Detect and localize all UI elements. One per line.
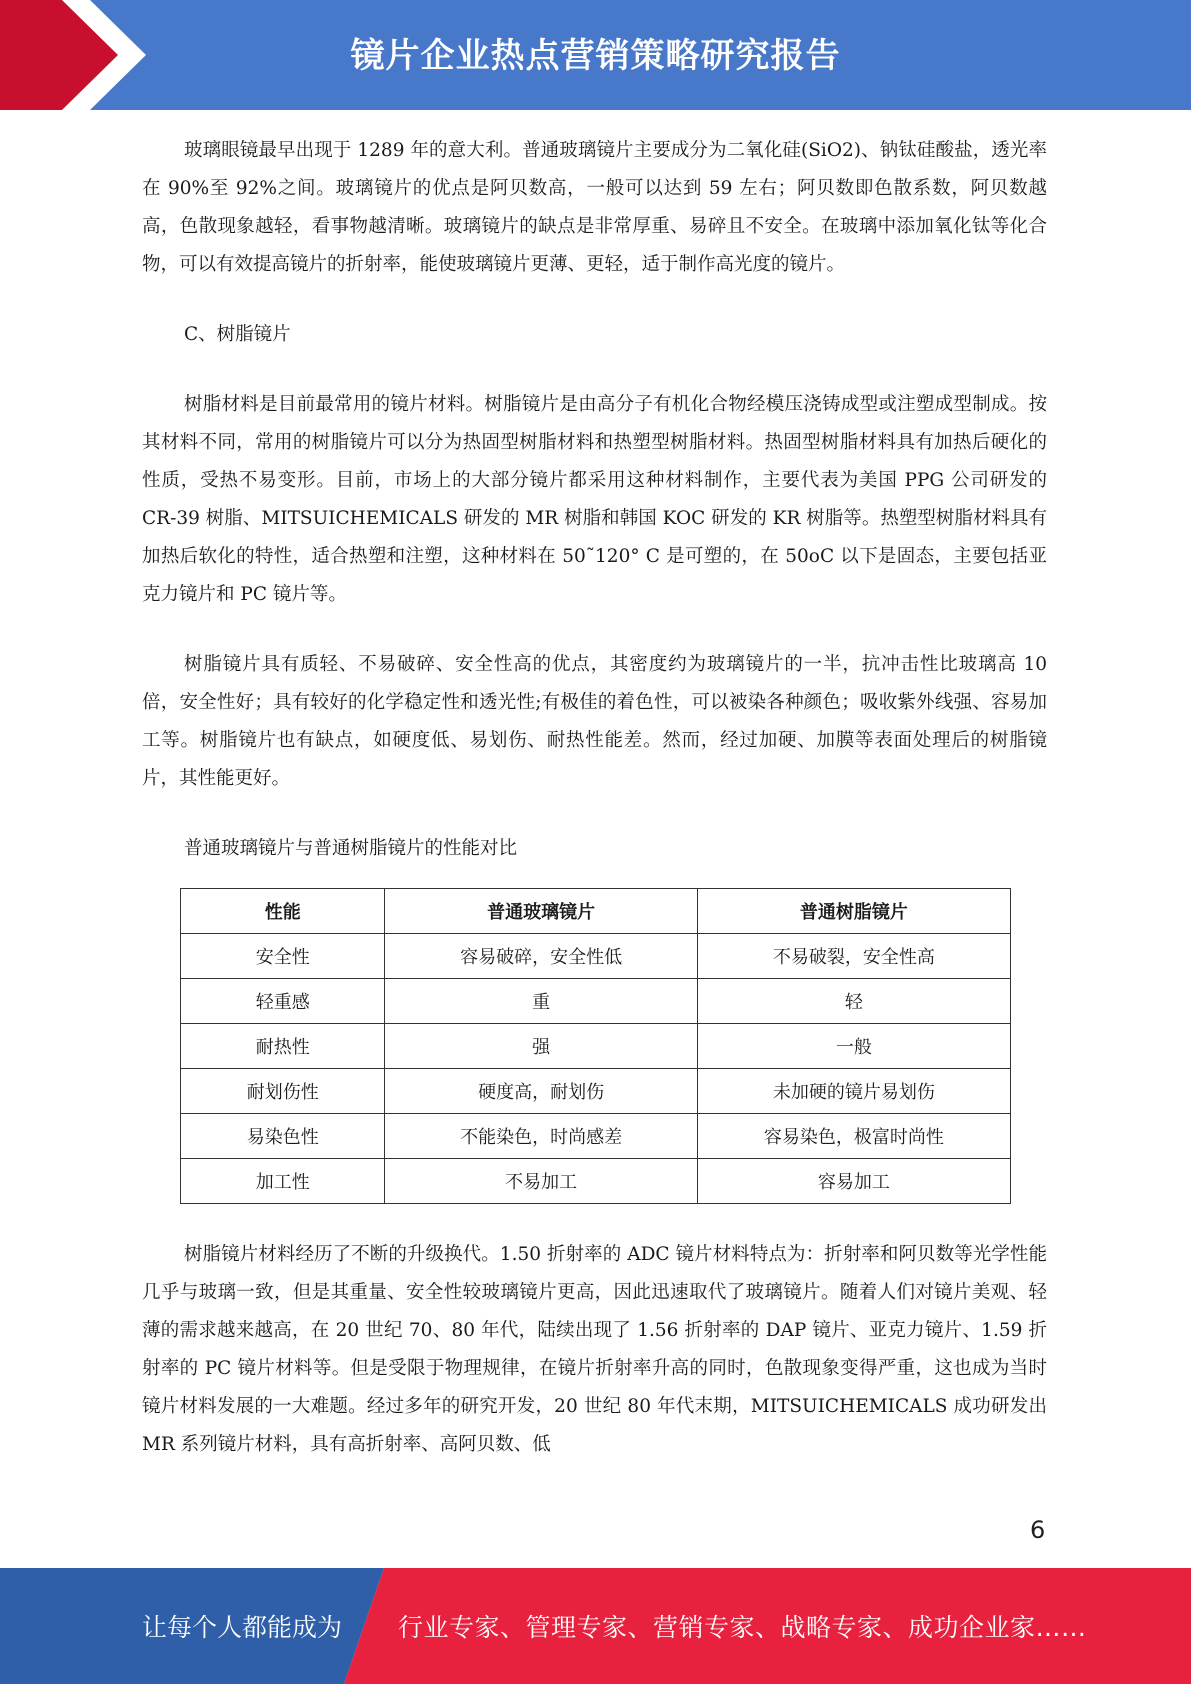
paragraph-resin-evolution: 树脂镜片材料经历了不断的升级换代。1.50 折射率的 ADC 镜片材料特点为：折射率和阿贝数等光学性能几乎与玻璃一致，但是其重量、安全性较玻璃镜片更高，因此迅速取代了玻璃镜片。随着人们对镜片美观、轻薄的需求越来越高，在 20 世纪 70、80 年代，陆续出现了 1.56 折射率的 DAP 镜片、亚克力镜片、1.59 折射率的 PC 镜片材料等。但是受限于物理规律，在镜片折射率升高的同时，色散现象变得严重，这也成为当时镜片材料发展的一大难题。经过多年的研究开发，20 世纪 80 年代末期，MITSUICHEMICALS 成功研发出 MR 系列镜片材料，具有高折射率、高阿贝数、低 xyxy=(142,1244,1047,1455)
table-header-cell: 普通树脂镜片 xyxy=(697,889,1010,934)
table-row xyxy=(181,1069,1011,1114)
table-cell: 容易破碎，安全性低 xyxy=(385,934,697,979)
table-cell: 不能染色，时尚感差 xyxy=(385,1114,697,1159)
comparison-table xyxy=(180,888,1011,1204)
table-row xyxy=(181,1159,1011,1204)
page-content xyxy=(142,132,1047,1464)
table-cell: 耐热性 xyxy=(181,1024,385,1069)
table-header-cell: 普通玻璃镜片 xyxy=(385,889,697,934)
paragraph-resin-properties: 树脂镜片具有质轻、不易破碎、安全性高的优点，其密度约为玻璃镜片的一半，抗冲击性比玻璃高 10 倍，安全性好；具有较好的化学稳定性和透光性;有极佳的着色性，可以被染各种颜色；吸收紫外线强、容易加工等。树脂镜片也有缺点，如硬度低、易划伤、耐热性能差。然而，经过加硬、加膜等表面处理后的树脂镜片，其性能更好。 xyxy=(142,654,1047,789)
table-row xyxy=(181,979,1011,1024)
table-header-cell: 性能 xyxy=(181,889,385,934)
table-header-row xyxy=(181,889,1011,934)
section-heading-resin-lens: C、树脂镜片 xyxy=(184,324,291,345)
table-cell: 安全性 xyxy=(181,934,385,979)
table-cell: 耐划伤性 xyxy=(181,1069,385,1114)
table-cell: 强 xyxy=(385,1024,697,1069)
table-cell: 容易染色，极富时尚性 xyxy=(697,1114,1010,1159)
page-footer xyxy=(0,1568,1191,1684)
table-cell: 一般 xyxy=(697,1024,1010,1069)
table-caption: 普通玻璃镜片与普通树脂镜片的性能对比 xyxy=(184,838,518,859)
table-cell: 硬度高，耐划伤 xyxy=(385,1069,697,1114)
table-cell: 轻重感 xyxy=(181,979,385,1024)
page-number: 6 xyxy=(1030,1516,1046,1544)
paragraph-resin-material: 树脂材料是目前最常用的镜片材料。树脂镜片是由高分子有机化合物经模压浇铸成型或注塑成型制成。按其材料不同，常用的树脂镜片可以分为热固型树脂材料和热塑型树脂材料。热固型树脂材料具有加热后硬化的性质，受热不易变形。目前，市场上的大部分镜片都采用这种材料制作，主要代表为美国 PPG 公司研发的 CR-39 树脂、MITSUICHEMICALS 研发的 MR 树脂和韩国 KOC 研发的 KR 树脂等。热塑型树脂材料具有加热后软化的特性，适合热塑和注塑，这种材料在 50˜120° C 是可塑的，在 50oC 以下是固态，主要包括亚克力镜片和 PC 镜片等。 xyxy=(142,394,1047,605)
table-cell: 不易加工 xyxy=(385,1159,697,1204)
table-cell: 未加硬的镜片易划伤 xyxy=(697,1069,1010,1114)
table-cell: 加工性 xyxy=(181,1159,385,1204)
table-row xyxy=(181,1024,1011,1069)
header-chevron-decoration xyxy=(0,0,160,110)
table-row xyxy=(181,934,1011,979)
report-title: 镜片企业热点营销策略研究报告 xyxy=(350,35,841,76)
table-cell: 重 xyxy=(385,979,697,1024)
paragraph-glass-lens: 玻璃眼镜最早出现于 1289 年的意大利。普通玻璃镜片主要成分为二氧化硅(SiO2)、钠钛硅酸盐，透光率在 90%至 92%之间。玻璃镜片的优点是阿贝数高，一般可以达到 59 左右；阿贝数即色散系数，阿贝数越高，色散现象越轻，看事物越清晰。玻璃镜片的缺点是非常厚重、易碎且不安全。在玻璃中添加氧化钛等化合物，可以有效提高镜片的折射率，能使玻璃镜片更薄、更轻，适于制作高光度的镜片。 xyxy=(142,140,1047,275)
footer-slogan-left: 让每个人都能成为 xyxy=(142,1613,343,1642)
footer-slogan-right: 行业专家、管理专家、营销专家、战略专家、成功企业家…… xyxy=(398,1613,1087,1642)
page-header xyxy=(0,0,1191,110)
table-row xyxy=(181,1114,1011,1159)
table-cell: 容易加工 xyxy=(697,1159,1010,1204)
table-cell: 不易破裂，安全性高 xyxy=(697,934,1010,979)
table-cell: 易染色性 xyxy=(181,1114,385,1159)
table-cell: 轻 xyxy=(697,979,1010,1024)
